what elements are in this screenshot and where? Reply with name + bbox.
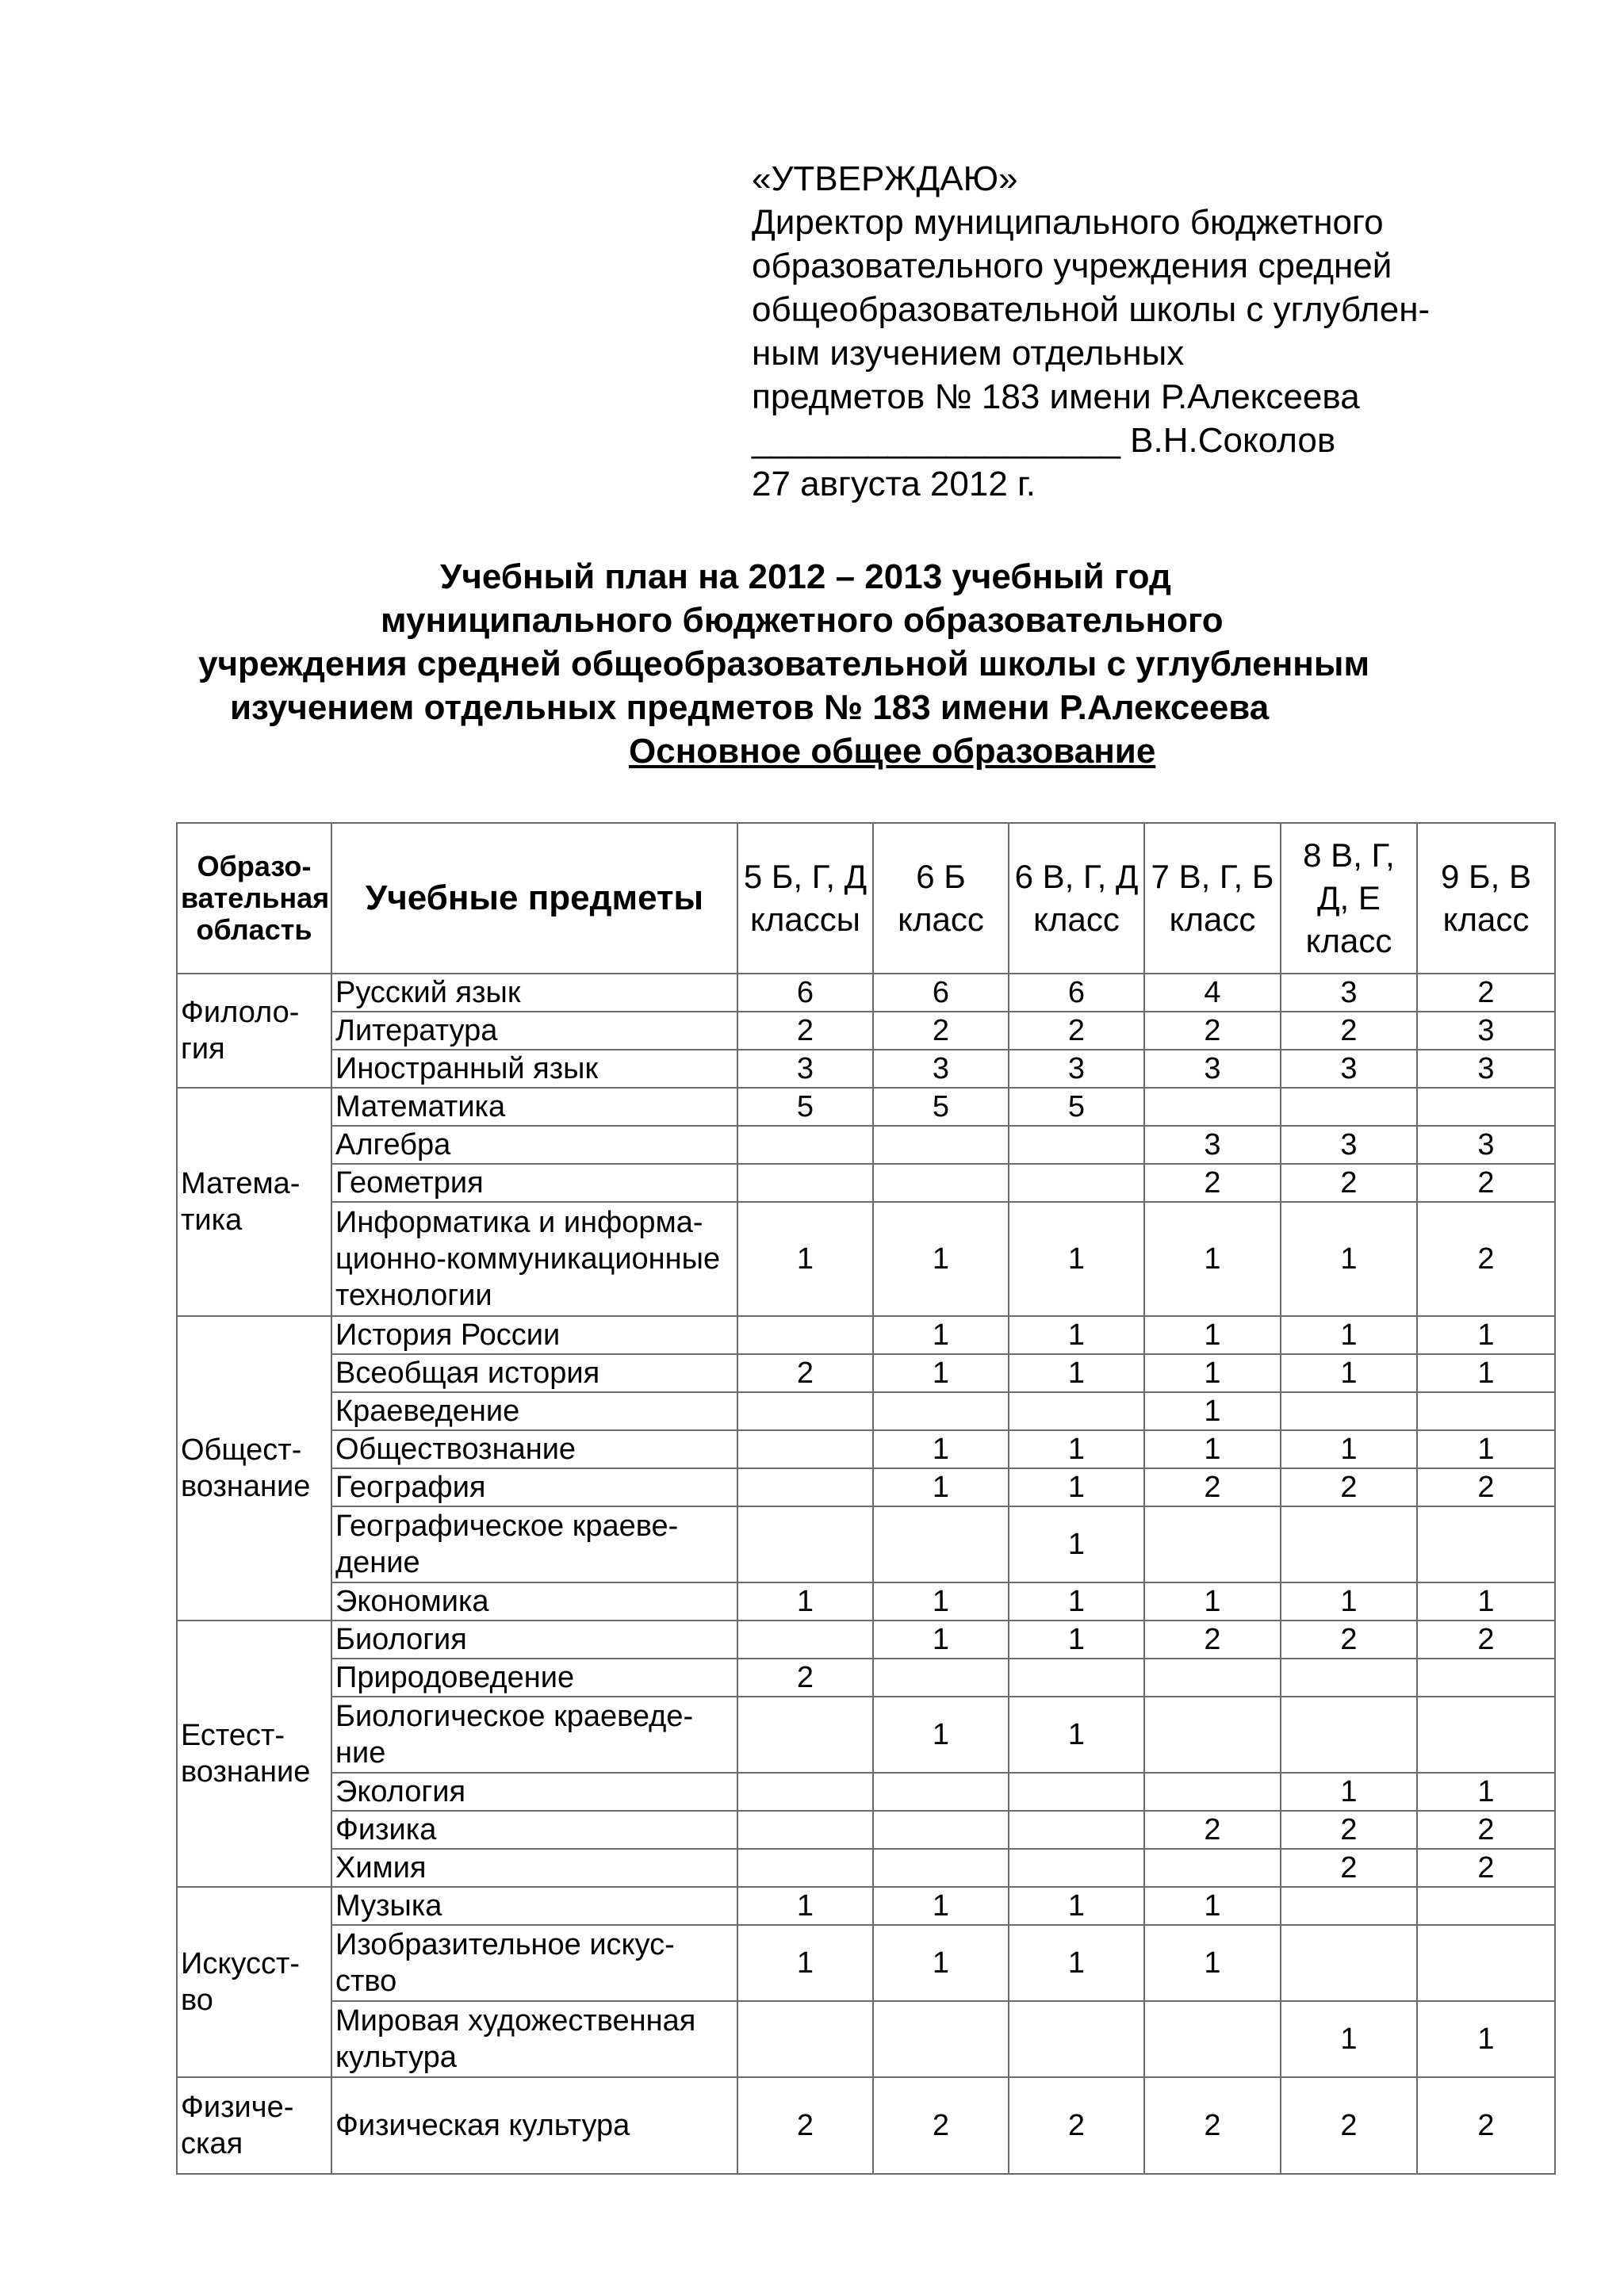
- hours-cell: [1009, 1811, 1144, 1849]
- hours-cell: 2: [1281, 1468, 1417, 1506]
- table-row: [177, 1811, 1555, 1849]
- hours-cell: 2: [1144, 1811, 1281, 1849]
- hours-cell: [737, 1164, 873, 1202]
- hours-cell: 3: [873, 1050, 1009, 1088]
- hours-cell: 2: [873, 1012, 1009, 1050]
- hours-cell: 1: [1009, 1697, 1144, 1773]
- area-cell: Физиче-ская: [177, 2077, 331, 2174]
- table-row: [177, 1354, 1555, 1392]
- hours-cell: [1281, 1392, 1417, 1430]
- hours-cell: 1: [873, 1925, 1009, 2001]
- table-header-row: [177, 823, 1555, 974]
- hours-cell: 2: [737, 1012, 873, 1050]
- hours-cell: 5: [873, 1088, 1009, 1126]
- hours-cell: 1: [1009, 1506, 1144, 1582]
- hours-cell: [737, 2001, 873, 2077]
- hours-cell: [737, 1697, 873, 1773]
- subject-cell: Экология: [331, 1773, 737, 1811]
- hours-cell: 1: [873, 1887, 1009, 1925]
- subject-cell: Физическая культура: [331, 2077, 737, 2174]
- subject-cell: Биологическое краеведе-ние: [331, 1697, 737, 1773]
- table-row: [177, 1088, 1555, 1126]
- hours-cell: [1417, 1887, 1555, 1925]
- title-line: изучением отдельных предметов № 183 имени Р.Алексеева: [230, 688, 1270, 727]
- hours-cell: 6: [737, 974, 873, 1012]
- document-title: [0, 555, 1624, 773]
- hours-cell: 1: [1281, 2001, 1417, 2077]
- hours-cell: 1: [1009, 1430, 1144, 1468]
- hours-cell: [737, 1392, 873, 1430]
- approval-line: ным изучением отдельных: [752, 334, 1185, 373]
- subject-cell: История России: [331, 1316, 737, 1354]
- hours-cell: [1281, 1925, 1417, 2001]
- hours-cell: [873, 1773, 1009, 1811]
- header-subjects: Учебные предметы: [331, 823, 737, 974]
- hours-cell: 1: [1417, 1316, 1555, 1354]
- hours-cell: [737, 1811, 873, 1849]
- header-grade: 7 В, Г, Б класс: [1144, 823, 1281, 974]
- hours-cell: 1: [873, 1582, 1009, 1621]
- hours-cell: 2: [873, 2077, 1009, 2174]
- hours-cell: 1: [1144, 1354, 1281, 1392]
- hours-cell: [1281, 1506, 1417, 1582]
- table-row: [177, 1849, 1555, 1887]
- hours-cell: 1: [1281, 1202, 1417, 1316]
- hours-cell: 1: [1281, 1354, 1417, 1392]
- hours-cell: [1009, 2001, 1144, 2077]
- hours-cell: 5: [1009, 1088, 1144, 1126]
- table-row: [177, 2001, 1555, 2077]
- hours-cell: 1: [1417, 1582, 1555, 1621]
- header-grade: 6 Б класс: [873, 823, 1009, 974]
- hours-cell: [737, 1621, 873, 1659]
- hours-cell: [873, 1659, 1009, 1697]
- hours-cell: 2: [1144, 1012, 1281, 1050]
- hours-cell: 2: [1281, 1164, 1417, 1202]
- subject-cell: Иностранный язык: [331, 1050, 737, 1088]
- hours-cell: [1009, 1849, 1144, 1887]
- table-row: [177, 1126, 1555, 1164]
- hours-cell: 1: [1417, 1430, 1555, 1468]
- hours-cell: [1417, 1088, 1555, 1126]
- hours-cell: 1: [873, 1202, 1009, 1316]
- subject-cell: Геометрия: [331, 1164, 737, 1202]
- hours-cell: [1009, 1659, 1144, 1697]
- hours-cell: 2: [1417, 1468, 1555, 1506]
- hours-cell: [873, 1811, 1009, 1849]
- hours-cell: [873, 1506, 1009, 1582]
- hours-cell: 2: [1281, 1811, 1417, 1849]
- hours-cell: 1: [1144, 1316, 1281, 1354]
- table-row: [177, 1012, 1555, 1050]
- hours-cell: [1009, 1392, 1144, 1430]
- subject-cell: Природоведение: [331, 1659, 737, 1697]
- hours-cell: 4: [1144, 974, 1281, 1012]
- table-row: [177, 1430, 1555, 1468]
- subject-cell: Изобразительное искус-ство: [331, 1925, 737, 2001]
- table-row: [177, 1659, 1555, 1697]
- header-grade: 6 В, Г, Д класс: [1009, 823, 1144, 974]
- hours-cell: 3: [1144, 1126, 1281, 1164]
- table-row: [177, 2077, 1555, 2174]
- hours-cell: [1144, 1088, 1281, 1126]
- approval-line: «УТВЕРЖДАЮ»: [752, 159, 1018, 198]
- hours-cell: [737, 1506, 873, 1582]
- hours-cell: 3: [737, 1050, 873, 1088]
- header-grade: 9 Б, В класс: [1417, 823, 1555, 974]
- title-line: Учебный план на 2012 – 2013 учебный год: [440, 557, 1171, 596]
- hours-cell: 1: [1009, 1582, 1144, 1621]
- table-row: [177, 1202, 1555, 1316]
- hours-cell: [1144, 1773, 1281, 1811]
- hours-cell: [1417, 1506, 1555, 1582]
- hours-cell: [1417, 1659, 1555, 1697]
- table-row: [177, 1316, 1555, 1354]
- curriculum-table: [176, 822, 1556, 2175]
- hours-cell: 3: [1144, 1050, 1281, 1088]
- hours-cell: 1: [1009, 1925, 1144, 2001]
- hours-cell: 1: [1417, 1354, 1555, 1392]
- hours-cell: 1: [1144, 1202, 1281, 1316]
- hours-cell: [737, 1316, 873, 1354]
- header-area: Образо-вательная область: [177, 823, 331, 974]
- hours-cell: [737, 1468, 873, 1506]
- hours-cell: [873, 2001, 1009, 2077]
- hours-cell: 3: [1417, 1012, 1555, 1050]
- hours-cell: 1: [1144, 1430, 1281, 1468]
- subject-cell: Математика: [331, 1088, 737, 1126]
- hours-cell: 6: [873, 974, 1009, 1012]
- hours-cell: 2: [1417, 2077, 1555, 2174]
- hours-cell: 1: [1281, 1316, 1417, 1354]
- subject-cell: Всеобщая история: [331, 1354, 737, 1392]
- subject-cell: Химия: [331, 1849, 737, 1887]
- approval-date: 27 августа 2012 г.: [752, 465, 1036, 503]
- header-grade: 5 Б, Г, Д классы: [737, 823, 873, 974]
- hours-cell: 2: [1144, 1164, 1281, 1202]
- subject-cell: Литература: [331, 1012, 737, 1050]
- hours-cell: 2: [1417, 1849, 1555, 1887]
- hours-cell: 2: [1417, 974, 1555, 1012]
- table-row: [177, 974, 1555, 1012]
- table-row: [177, 1925, 1555, 2001]
- hours-cell: [1009, 1126, 1144, 1164]
- hours-cell: [737, 1773, 873, 1811]
- hours-cell: 3: [1417, 1050, 1555, 1088]
- hours-cell: [1417, 1697, 1555, 1773]
- hours-cell: [737, 1849, 873, 1887]
- hours-cell: [1281, 1088, 1417, 1126]
- approval-line: образовательного учреждения средней: [752, 247, 1392, 285]
- hours-cell: 3: [1009, 1050, 1144, 1088]
- hours-cell: 2: [737, 1354, 873, 1392]
- hours-cell: 1: [1009, 1621, 1144, 1659]
- hours-cell: 2: [737, 2077, 873, 2174]
- hours-cell: 1: [1009, 1354, 1144, 1392]
- hours-cell: [873, 1392, 1009, 1430]
- subject-cell: Географическое краеве-дение: [331, 1506, 737, 1582]
- subject-cell: Информатика и информа-ционно-коммуникационные технологии: [331, 1202, 737, 1316]
- hours-cell: [1144, 1849, 1281, 1887]
- approval-line: общеобразовательной школы с углублен-: [752, 290, 1431, 329]
- approval-line: Директор муниципального бюджетного: [752, 203, 1384, 242]
- hours-cell: [1417, 1392, 1555, 1430]
- subject-cell: Русский язык: [331, 974, 737, 1012]
- subject-cell: Физика: [331, 1811, 737, 1849]
- hours-cell: 1: [1144, 1925, 1281, 2001]
- hours-cell: 6: [1009, 974, 1144, 1012]
- subject-cell: География: [331, 1468, 737, 1506]
- subject-cell: Обществознание: [331, 1430, 737, 1468]
- area-cell: Естест-вознание: [177, 1621, 331, 1887]
- table-row: [177, 1697, 1555, 1773]
- hours-cell: [1144, 1697, 1281, 1773]
- hours-cell: 2: [1281, 2077, 1417, 2174]
- hours-cell: [1281, 1659, 1417, 1697]
- hours-cell: [1144, 1506, 1281, 1582]
- hours-cell: [1144, 2001, 1281, 2077]
- subject-cell: Биология: [331, 1621, 737, 1659]
- table-row: [177, 1582, 1555, 1621]
- hours-cell: [1009, 1773, 1144, 1811]
- hours-cell: 1: [1417, 2001, 1555, 2077]
- hours-cell: 2: [1417, 1621, 1555, 1659]
- table-row: [177, 1621, 1555, 1659]
- hours-cell: 3: [1281, 1050, 1417, 1088]
- hours-cell: [1417, 1925, 1555, 2001]
- hours-cell: 2: [1009, 1012, 1144, 1050]
- header-grade: 8 В, Г, Д, Е класс: [1281, 823, 1417, 974]
- approval-block: [752, 157, 1545, 506]
- hours-cell: 2: [1144, 1468, 1281, 1506]
- hours-cell: [1144, 1659, 1281, 1697]
- signature-line: ___________________ В.Н.Соколов: [752, 421, 1336, 460]
- hours-cell: 2: [1144, 2077, 1281, 2174]
- area-cell: Филоло-гия: [177, 974, 331, 1088]
- hours-cell: 1: [1009, 1316, 1144, 1354]
- table-row: [177, 1392, 1555, 1430]
- hours-cell: 3: [1417, 1126, 1555, 1164]
- table-row: [177, 1887, 1555, 1925]
- table-row: [177, 1773, 1555, 1811]
- hours-cell: [1281, 1697, 1417, 1773]
- hours-cell: 2: [1417, 1164, 1555, 1202]
- table-row: [177, 1468, 1555, 1506]
- hours-cell: 1: [873, 1354, 1009, 1392]
- hours-cell: 1: [737, 1887, 873, 1925]
- hours-cell: [1009, 1164, 1144, 1202]
- hours-cell: 2: [737, 1659, 873, 1697]
- hours-cell: 3: [1281, 974, 1417, 1012]
- hours-cell: 1: [873, 1468, 1009, 1506]
- hours-cell: 1: [1281, 1773, 1417, 1811]
- hours-cell: 2: [1009, 2077, 1144, 2174]
- title-line: муниципального бюджетного образовательного: [381, 601, 1224, 640]
- hours-cell: 2: [1144, 1621, 1281, 1659]
- hours-cell: 1: [737, 1202, 873, 1316]
- subject-cell: Краеведение: [331, 1392, 737, 1430]
- hours-cell: 1: [1144, 1582, 1281, 1621]
- hours-cell: [873, 1164, 1009, 1202]
- subject-cell: Алгебра: [331, 1126, 737, 1164]
- area-cell: Матема-тика: [177, 1088, 331, 1316]
- area-cell: Общест-вознание: [177, 1316, 331, 1621]
- table-row: [177, 1506, 1555, 1582]
- hours-cell: 1: [1009, 1468, 1144, 1506]
- hours-cell: 1: [873, 1316, 1009, 1354]
- subject-cell: Музыка: [331, 1887, 737, 1925]
- hours-cell: 2: [1417, 1202, 1555, 1316]
- hours-cell: [1281, 1887, 1417, 1925]
- hours-cell: 1: [873, 1430, 1009, 1468]
- hours-cell: 1: [737, 1925, 873, 2001]
- area-cell: Искусст-во: [177, 1887, 331, 2077]
- hours-cell: 2: [1281, 1621, 1417, 1659]
- hours-cell: 1: [1281, 1430, 1417, 1468]
- hours-cell: 1: [873, 1621, 1009, 1659]
- hours-cell: 3: [1281, 1126, 1417, 1164]
- table-row: [177, 1050, 1555, 1088]
- hours-cell: [737, 1126, 873, 1164]
- subject-cell: Мировая художественная культура: [331, 2001, 737, 2077]
- table-row: [177, 1164, 1555, 1202]
- hours-cell: 2: [1417, 1811, 1555, 1849]
- title-line: учреждения средней общеобразовательной школы с углубленным: [198, 645, 1369, 683]
- approval-line: предметов № 183 имени Р.Алексеева: [752, 377, 1360, 416]
- hours-cell: [737, 1430, 873, 1468]
- hours-cell: 1: [1144, 1392, 1281, 1430]
- hours-cell: 1: [1144, 1887, 1281, 1925]
- hours-cell: [873, 1126, 1009, 1164]
- hours-cell: 2: [1281, 1012, 1417, 1050]
- hours-cell: 1: [1009, 1887, 1144, 1925]
- hours-cell: 1: [873, 1697, 1009, 1773]
- hours-cell: [873, 1849, 1009, 1887]
- hours-cell: 1: [1281, 1582, 1417, 1621]
- hours-cell: 1: [1417, 1773, 1555, 1811]
- hours-cell: 5: [737, 1088, 873, 1126]
- hours-cell: 1: [1009, 1202, 1144, 1316]
- document-subtitle: Основное общее образование: [629, 732, 1156, 771]
- hours-cell: 1: [737, 1582, 873, 1621]
- subject-cell: Экономика: [331, 1582, 737, 1621]
- hours-cell: 2: [1281, 1849, 1417, 1887]
